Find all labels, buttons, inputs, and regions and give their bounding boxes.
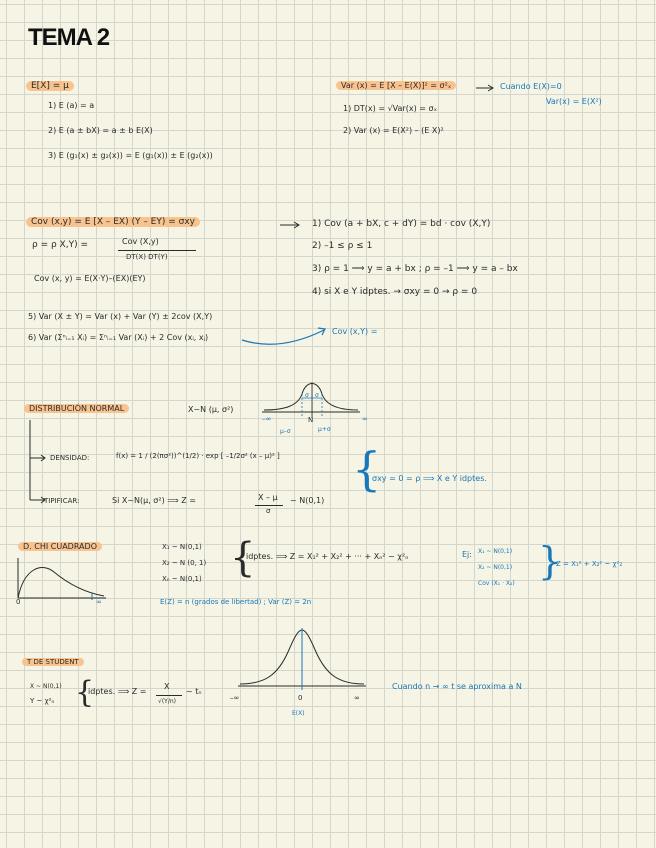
chi-example-var: X₁ ~ N(0,1) — [478, 548, 513, 555]
student-axis-zero: 0 — [298, 694, 303, 702]
chi-expectation: E(Z) = n (grados de libertad) ; Var (Z) = 2n — [160, 598, 312, 606]
student-var: X ~ N(0,1) — [30, 683, 62, 690]
tipificar-suffix: ~ N(0,1) — [290, 496, 325, 505]
brace-icon: } — [538, 539, 563, 583]
axis-label-inf: ∞ — [362, 415, 368, 423]
density-label: DENSIDAD: — [50, 454, 90, 462]
chi-axis-inf: ∞ — [96, 598, 102, 606]
variance-sum-property: 6) Var (Σⁿᵢ₌₁ Xᵢ) = Σⁿᵢ₌₁ Var (Xᵢ) + 2 Cov (xᵢ, xⱼ) — [28, 333, 209, 342]
covariance-note: Cov (x,Y) = — [332, 327, 378, 336]
axis-label-mean: N — [308, 416, 314, 424]
tipificar-label: TIPIFICAR: — [44, 497, 80, 505]
student-note: Cuando n → ∞ t se aproxima a N — [392, 682, 522, 691]
chi-var: X₂ ~ N (0, 1) — [162, 559, 207, 567]
covariance-header: Cov (x,y) = E [X – EX) (Y – EY) = σxy — [26, 217, 200, 227]
variance-note-result: Var(x) = E(X²) — [546, 97, 602, 106]
tipificar-denominator: σ — [266, 507, 271, 515]
normal-side-note: σxy = 0 = ρ ⟹ X e Y idptes. — [372, 474, 487, 483]
variance-item: 1) DT(x) = √Var(x) = σₓ — [343, 104, 438, 113]
student-formula-prefix: idptes. ⟹ Z = — [88, 687, 147, 696]
chi-idptes: idptes. ⟹ Z = X₁² + X₂² + ··· + Xₙ² ~ χ²ₙ — [246, 552, 409, 561]
normal-header: DISTRIBUCIÓN NORMAL — [24, 404, 129, 413]
rho-numerator: Cov (X,y) — [122, 237, 159, 246]
axis-label-mu-plus-sigma: μ+σ — [318, 426, 331, 433]
covariance-property: 2) –1 ≤ ρ ≤ 1 — [312, 241, 373, 251]
expectation-header: E[X] = μ — [26, 81, 74, 91]
student-axis-expectation: E(X) — [292, 710, 305, 717]
tipificar-numerator: X – μ — [258, 493, 278, 502]
variance-sum-property: 5) Var (X ± Y) = Var (x) + Var (Y) ± 2cov (X,Y) — [28, 312, 213, 321]
expectation-item: 3) E (g₁(x) ± g₂(x)) = E (g₁(x)) ± E (g₂(x)) — [48, 151, 213, 160]
student-curve-graph — [238, 624, 368, 696]
density-formula: f(x) = 1 / (2(πσ²))^(1/2) · exp [ –1/2σ² (x – μ)² ] — [116, 452, 280, 460]
student-axis-inf: ∞ — [354, 694, 360, 702]
arrow-icon — [280, 220, 302, 230]
chi-header: D. CHI CUADRADO — [18, 542, 102, 551]
student-header: T DE STUDENT — [22, 658, 84, 666]
rho-denominator: DT(X) DT(Y) — [126, 253, 168, 261]
fraction-line — [156, 695, 182, 696]
covariance-property: 3) ρ = 1 ⟹ y = a + bx ; ρ = –1 ⟹ y = a – bx — [312, 264, 518, 274]
fraction-line — [118, 250, 196, 251]
covariance-identity: Cov (x, y) = E(X·Y)–(EX)(EY) — [34, 274, 146, 283]
chi-example-label: Ej: — [462, 550, 472, 559]
variance-note-when: Cuando E(X)=0 — [500, 82, 562, 91]
rho-label: ρ = ρ X,Y) = — [32, 240, 88, 250]
tipificar-prefix: Si X~N(μ, σ²) ⟹ Z = — [112, 496, 196, 505]
chi-example-var: X₂ ~ N(0,1) — [478, 564, 513, 571]
axis-label-minus-inf: –∞ — [262, 415, 272, 423]
student-denominator: √(Y/n) — [158, 698, 176, 705]
bracket-connector — [22, 418, 48, 503]
fraction-line — [255, 505, 283, 506]
student-axis-minus-inf: –∞ — [230, 694, 240, 702]
chi-var: X₁ ~ N(0,1) — [162, 543, 202, 551]
sigma-label: σ — [305, 392, 309, 399]
sigma-label: σ — [315, 392, 319, 399]
expectation-item: 2) E (a ± bX) = a ± b E(X) — [48, 126, 153, 135]
arrow-icon — [476, 83, 496, 93]
student-formula-suffix: ~ tₙ — [186, 687, 202, 696]
chi-curve-graph — [16, 558, 108, 608]
chi-example-var: Cov (X₁ · X₂) — [478, 580, 515, 587]
expectation-item: 1) E (a) = a — [48, 101, 95, 110]
chi-axis-zero: 0 — [16, 598, 21, 606]
axis-label-mu-minus-sigma: μ–σ — [280, 428, 291, 435]
brace-icon: { — [230, 535, 256, 581]
normal-notation: X~N (μ, σ²) — [188, 405, 234, 414]
variance-header: Var (x) = E [X – E(X)]² = σ²ₓ — [336, 81, 456, 90]
chi-var: Xₙ ~ N(0,1) — [162, 575, 202, 583]
student-var: Y ~ χ²ₙ — [30, 697, 55, 705]
covariance-property: 4) si X e Y idptes. → σxy = 0 → ρ = 0 — [312, 287, 478, 297]
curved-arrow-icon — [240, 322, 330, 352]
covariance-property: 1) Cov (a + bX, c + dY) = bd · cov (X,Y) — [312, 219, 491, 229]
student-numerator: X — [164, 682, 170, 691]
variance-item: 2) Var (x) = E(X²) – (E X)² — [343, 126, 444, 135]
chi-example-result: Z = X₁² + X₂² ~ χ²₂ — [556, 560, 623, 568]
brace-icon: { — [352, 442, 382, 496]
brace-icon: { — [75, 675, 95, 710]
page-title: TEMA 2 — [28, 24, 110, 51]
